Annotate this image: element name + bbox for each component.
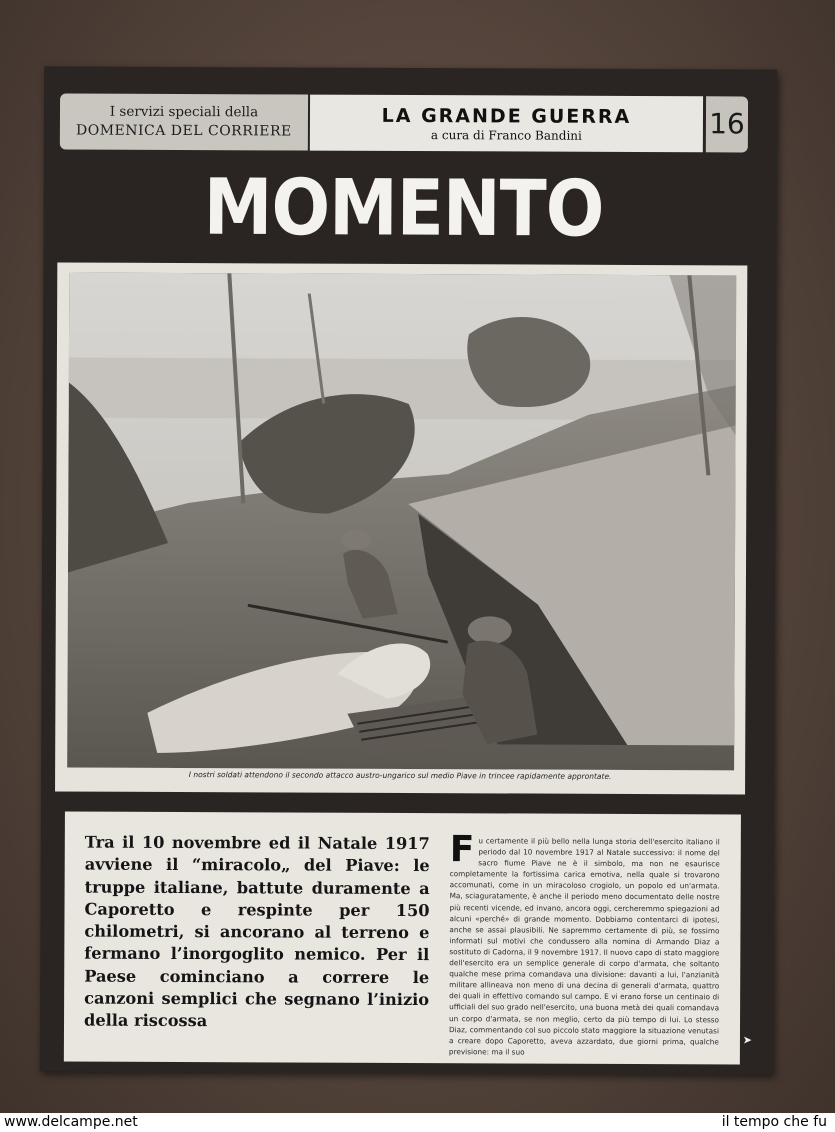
watermark-left: www.delcampe.net <box>4 1114 138 1130</box>
photo-caption: I nostri soldati attendono il secondo attacco austro-ungarico sul medio Piave in trincee rapidamente approntate. <box>188 770 612 781</box>
watermark-bar <box>0 1113 835 1132</box>
watermark-right: il tempo che fu <box>721 1114 827 1130</box>
series-title: LA GRANDE GUERRA <box>381 104 632 128</box>
article-body <box>448 829 720 1058</box>
trench-photo-illustration <box>67 273 736 771</box>
series-editor: a cura di Franco Bandini <box>430 128 582 143</box>
continue-arrow-icon: ➤ <box>742 1033 752 1047</box>
headline: MOMENTO <box>203 163 604 255</box>
lead-paragraph: Tra il 10 novembre ed il Natale 1917 avviene il “miracolo„ del Piave: le truppe italiane, battute duramente a Caporetto e respinte per 150 chilometri, si ancorano al terreno e fermano l’inorgoglito nemico. Per il Paese cominciano a correre le canzoni semplici che segnano l’inizio della riscossa <box>83 832 430 1031</box>
photo-frame <box>55 262 747 794</box>
series-label <box>60 93 308 150</box>
trench-photo <box>67 273 736 771</box>
issue-number: 16 <box>706 96 748 152</box>
drop-cap: F <box>449 829 475 871</box>
series-title-box <box>310 95 703 153</box>
series-line-2: DOMENICA DEL CORRIERE <box>75 122 292 140</box>
page-header <box>60 93 748 154</box>
article-text: u certamente il più bello nella lunga storia dell'esercito italiano il periodo dal 10 novembre 1917 al Natale successivo: il nome del sacro fiume Piave ne è il simbolo, ma non ne esaurisce completamente la fortissima carica emotiva, nella quale si trovarono accomunati, come in un miracoloso crogiolo, un popolo ed un'armata. Ma, sciaguratamente, è anche il periodo meno documentato delle nostre più recenti vicende, ed invano, ancora oggi, cercheremmo spiegazioni ad alcuni «perché» di grande momento. Dobbiamo contentarci di ipotesi, anche se assai plausibili. Ne sapremmo certamente di più, se fossimo informati sul motivi che condussero alla nomina di Armando Diaz a sostituto di Cadorna, il 9 novembre 1917. Il nuovo capo di stato maggiore dell'esercito era un semplice generale di corpo d'armata, che soltanto qualche mese prima comandava una divisione: davanti a lui, l'anzianità militare allineava non meno di una decina di generali d'armata, quattro dei quali in effettivo comando sul campo. E vi erano forse un centinaio di ufficiali del suo grado nell'esercito, una buona metà dei quali comandava un corpo d'armata, se non meglio, certo da più tempo di lui. Lo stesso Diaz, commentando col suo piccolo stato maggiore la situazione venutasi a creare dopo Caporetto, aveva azzardato, due giorni prima, qualche previsione: ma il suo <box>448 836 720 1057</box>
text-panel <box>64 812 752 1065</box>
magazine-page <box>40 66 777 1074</box>
series-line-1: I servizi speciali della <box>109 103 259 121</box>
